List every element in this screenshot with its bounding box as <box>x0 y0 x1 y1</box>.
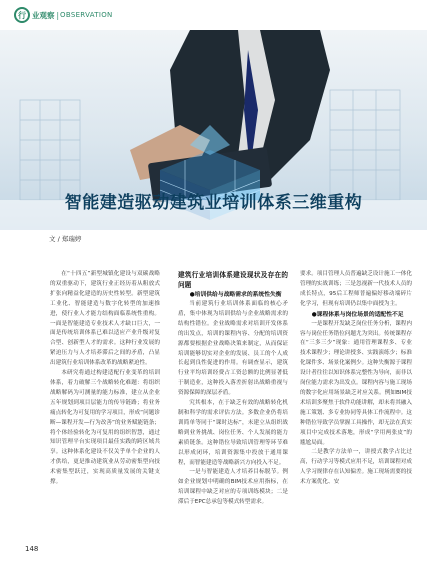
paragraph: 在“十四五”新型城镇化建设与双碳战略的双重驱动下，建筑行业正经历着从粗放式扩张向精益化建造的历史性转型。新型建筑工业化、智能建造与数字化转型的加速推进，使行业人才能力结构面临系统性重构。一面是智能建造专业技术人才缺口巨大，一面是传统培训体系已难以适应产业升级对复合型、创新型人才的需求。这种行业发展的紧迫压力与人才培养滞后之间的矛盾，凸显出建筑行业培训体系改革的战略紧迫性。 <box>50 271 160 367</box>
paragraph: 当前建筑行业培训体系面临的核心矛盾，集中体现为培训供给与企业战略需求的结构性错位。企业战略需求对培训开发体系的出发点，培训的课程内容、分配的培训资源都要根据企业战略决策来制定，从而保证培训能够切实对企业的发展、员工的个人成长起到良性促进的作用。有调查显示，建筑行业平均培训经费占工资总额的比例显著低于制造业，这种投入落差折射出战略重视与资源保障的深层矛盾。 <box>178 301 288 397</box>
section-header <box>14 8 113 22</box>
paragraph: 二是教学方法单一，讲授式教学占比过高，行动学习等模式应用不足，培训课程对成人学习规律存在认知偏差。施工现场需要的技术方案优化、安 <box>300 449 412 486</box>
subsection-heading: ●培训供给与战略需求的系统性失衡 <box>189 292 282 298</box>
paragraph: 一是课程开发缺乏岗位任务分析，课程内容与岗位任务错位问题尤为突出。传统课程存在“三多三少”现象：通用管理课程多、专业技术课程少；理论讲授多、实践演练少；标准化课件多、场景化案例少。这种失衡源于课程设计者往往以知识体系完整性为导向，而非以岗位能力需求为出发点。课程内容与施工现场的数字化应用场景缺乏对应关系。例如BIM技术培训多聚焦于软件功能讲解，却未将其融入施工策划、多专业协同等具体工作流程中。这种错位导致学员掌握工具操作，却无法在真实项目中完成技术落地，形成“学用两张皮”的尴尬局面。 <box>300 320 412 446</box>
article-title: 智能建造驱动建筑业培训体系三维重构 <box>64 193 363 213</box>
paragraph: 究其根本，在于缺乏有效的战略转化机制和科学的需求评估方法。多数企业仍将培训简单等同于“课时达标”，未建立从组织战略到业务挑战、岗位任务、个人发展的能力素质链条。这种错位导致培训管理等环节难以形成闭环，培训资源集中投放于通用课程，而智能建造等战略新兴方向投入不足。 <box>178 400 288 466</box>
article-author: 文 / 郑瑞婷 <box>49 235 82 243</box>
section-heading: 建筑行业培训体系建设现状及存在的问题 <box>178 271 288 289</box>
section-category-en: OBSERVATION <box>60 11 113 19</box>
page-number: 148 <box>25 545 39 553</box>
text-column-3 <box>300 270 412 488</box>
section-category: 业观察 <box>32 10 55 20</box>
text-column-2 <box>178 270 288 508</box>
section-logo-icon: 行 <box>14 7 30 23</box>
paragraph: 本研究将通过构建适配行业变革的培训体系，着力破解三个战略转化难题：将组织战略解码为可测量的能力标准，建立从企业五年规划到项目层能力的传导链路；将业务痛点转化为可复用的学习项目，形成“问题诊断—课程开发—行为改善”的业务赋能链条；将个体经验转化为可复用的组织智慧，通过知识管理平台实现项目最佳实践的跨区域共享。这种体系化建设不仅关乎单个企业的人才供给，更是推动建筑业从劳动密集型向技术密集型跃迁，实现高质量发展的关键支撑。 <box>50 370 160 486</box>
subsection-heading: ●课程体系与岗位场景的适配性不足 <box>311 311 404 318</box>
paragraph: 要求。项目管理人员普遍缺乏设计施工一体化管理的实战训练；三是忽视新一代技术人员的成长特点，95后工程师普遍偏好移动端碎片化学习，但现有培训仍以集中面授为主。 <box>300 271 412 307</box>
section-separator: | <box>56 10 60 20</box>
paragraph: 一是与智能建造人才培养目标脱节。例如企业规划中明确的BIM技术应用指标，在培训课程中缺乏对应的专项训练模块；二是滞后于EPC总承包等模式转型需求。 <box>178 469 288 506</box>
text-column-1 <box>50 270 160 488</box>
